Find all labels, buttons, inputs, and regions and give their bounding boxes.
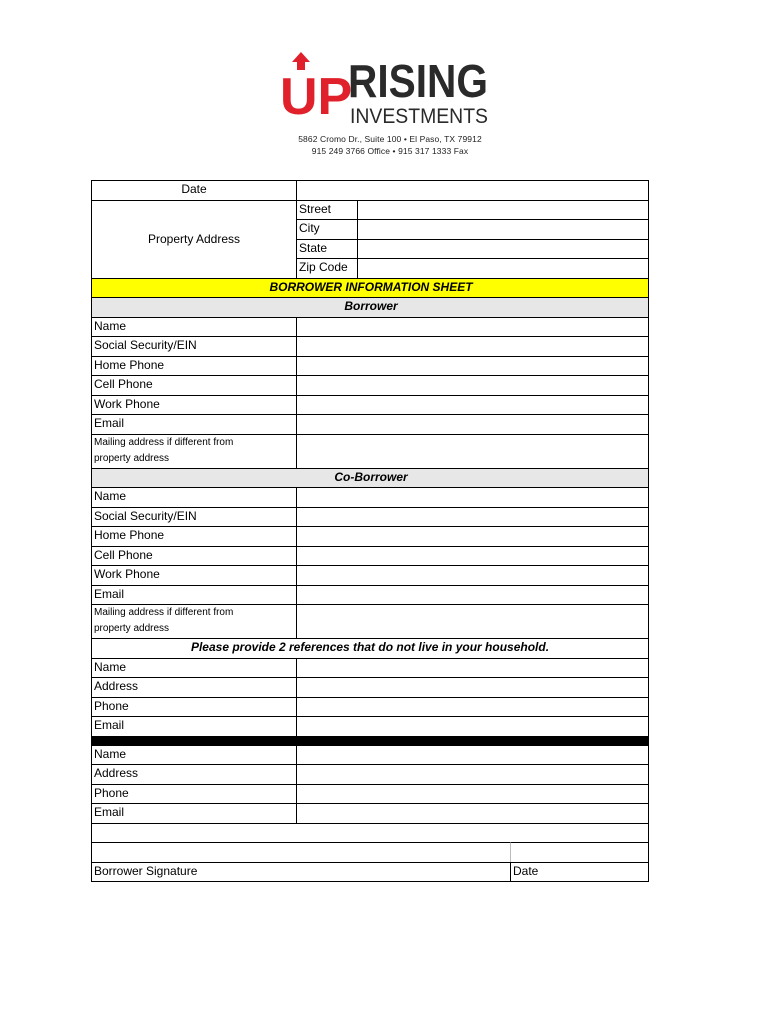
ref2-email-field[interactable] (296, 803, 649, 824)
borrower-cell-phone-label: Cell Phone (91, 375, 297, 396)
coborrower-mailing-label (91, 604, 297, 639)
signature-date-area[interactable] (510, 842, 649, 863)
company-logo (278, 52, 498, 130)
borrower-mailing-field[interactable] (296, 434, 649, 469)
borrower-home-phone-field[interactable] (296, 356, 649, 377)
city-field[interactable] (357, 219, 649, 240)
ref2-phone-field[interactable] (296, 784, 649, 805)
ref1-email-label: Email (91, 716, 297, 737)
coborrower-ssn-field[interactable] (296, 507, 649, 528)
coborrower-name-label: Name (91, 487, 297, 508)
street-label: Street (296, 200, 358, 221)
borrower-signature-label: Borrower Signature (91, 862, 511, 883)
coborrower-mailing-field[interactable] (296, 604, 649, 639)
borrower-mailing-line2: property address (94, 452, 170, 464)
ref2-phone-label: Phone (91, 784, 297, 805)
ref1-email-field[interactable] (296, 716, 649, 737)
coborrower-cell-phone-field[interactable] (296, 546, 649, 567)
zip-label: Zip Code (296, 258, 358, 279)
date-field[interactable] (296, 180, 649, 201)
zip-field[interactable] (357, 258, 649, 279)
ref1-address-field[interactable] (296, 677, 649, 698)
ref2-name-label: Name (91, 745, 297, 766)
signature-date-label: Date (510, 862, 649, 883)
company-phone-fax: 915 249 3766 Office • 915 317 1333 Fax (311, 146, 469, 156)
coborrower-ssn-label: Social Security/EIN (91, 507, 297, 528)
borrower-heading: Borrower (91, 297, 649, 318)
coborrower-work-phone-field[interactable] (296, 565, 649, 586)
logo-investments-text: INVESTMENTS (350, 105, 488, 128)
ref2-address-field[interactable] (296, 764, 649, 785)
company-address: 5862 Cromo Dr., Suite 100 • El Paso, TX 79912 (298, 134, 482, 144)
borrower-work-phone-field[interactable] (296, 395, 649, 416)
date-label: Date (91, 180, 297, 201)
borrower-name-field[interactable] (296, 317, 649, 338)
coborrower-email-field[interactable] (296, 585, 649, 606)
state-field[interactable] (357, 239, 649, 260)
borrower-cell-phone-field[interactable] (296, 375, 649, 396)
ref1-phone-label: Phone (91, 697, 297, 718)
signature-spacer (91, 823, 649, 844)
ref1-phone-field[interactable] (296, 697, 649, 718)
borrower-ssn-label: Social Security/EIN (91, 336, 297, 357)
ref1-name-label: Name (91, 658, 297, 679)
state-label: State (296, 239, 358, 260)
sheet-title: BORROWER INFORMATION SHEET (91, 278, 649, 299)
signature-area[interactable] (91, 842, 511, 863)
coborrower-heading: Co-Borrower (91, 468, 649, 489)
borrower-email-label: Email (91, 414, 297, 435)
borrower-mailing-label (91, 434, 297, 469)
borrower-email-field[interactable] (296, 414, 649, 435)
ref2-name-field[interactable] (296, 745, 649, 766)
ref2-email-label: Email (91, 803, 297, 824)
ref1-name-field[interactable] (296, 658, 649, 679)
coborrower-home-phone-field[interactable] (296, 526, 649, 547)
city-label: City (296, 219, 358, 240)
ref2-address-label: Address (91, 764, 297, 785)
property-address-label: Property Address (91, 200, 297, 279)
borrower-ssn-field[interactable] (296, 336, 649, 357)
coborrower-mailing-line1: Mailing address if different from (94, 607, 234, 618)
coborrower-home-phone-label: Home Phone (91, 526, 297, 547)
coborrower-work-phone-label: Work Phone (91, 565, 297, 586)
coborrower-mailing-line2: property address (94, 623, 170, 634)
coborrower-cell-phone-label: Cell Phone (91, 546, 297, 567)
street-field[interactable] (357, 200, 649, 221)
references-heading: Please provide 2 references that do not live in your household. (91, 638, 649, 659)
borrower-form (91, 180, 648, 881)
borrower-mailing-line1: Mailing address if different from (94, 436, 234, 448)
borrower-name-label: Name (91, 317, 297, 338)
coborrower-email-label: Email (91, 585, 297, 606)
logo-rising-text: RISING (348, 55, 488, 107)
logo-up-text: UP (280, 68, 353, 126)
borrower-home-phone-label: Home Phone (91, 356, 297, 377)
coborrower-name-field[interactable] (296, 487, 649, 508)
ref1-address-label: Address (91, 677, 297, 698)
borrower-work-phone-label: Work Phone (91, 395, 297, 416)
